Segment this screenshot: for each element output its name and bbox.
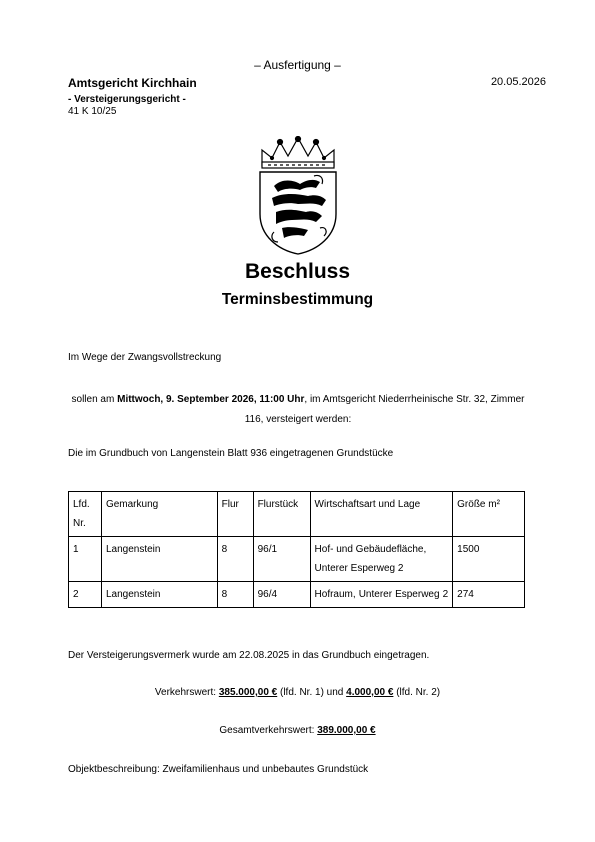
- table-cell: Hofraum, Unterer Esperweg 2: [310, 582, 453, 608]
- total-value-label: Gesamtverkehrswert:: [219, 725, 315, 736]
- intro-text: Im Wege der Zwangsvollstreckung: [68, 352, 222, 363]
- document-subtitle: Terminsbestimmung: [221, 291, 374, 308]
- table-cell: 8: [217, 582, 253, 608]
- table-row: [69, 582, 525, 608]
- table-header: Gemarkung: [101, 492, 217, 537]
- table-cell: 96/4: [253, 582, 310, 608]
- market-value-amount-2: 4.000,00 €: [346, 687, 394, 698]
- table-header-row: [69, 492, 525, 537]
- table-header: Flur: [217, 492, 253, 537]
- market-value-ref-2: (lfd. Nr. 2): [396, 687, 441, 698]
- court-name: Amtsgericht Kirchhain: [68, 76, 197, 90]
- table-header: Lfd. Nr.: [69, 492, 102, 537]
- table-header: Größe m²: [453, 492, 525, 537]
- market-value-line: [0, 687, 595, 698]
- object-description: Objektbeschreibung: Zweifamilienhaus und unbebautes Grundstück: [68, 764, 369, 775]
- total-value-line: [0, 725, 595, 736]
- table-cell: 1500: [453, 537, 525, 582]
- session-text: [68, 390, 528, 430]
- table-cell: 1: [69, 537, 102, 582]
- property-table: [68, 491, 525, 608]
- table-cell: 8: [217, 537, 253, 582]
- total-value-amount: 389.000,00 €: [317, 725, 376, 736]
- table-cell: 274: [453, 582, 525, 608]
- file-number: 41 K 10/25: [68, 106, 117, 117]
- table-cell: Langenstein: [101, 582, 217, 608]
- table-cell: 2: [69, 582, 102, 608]
- table-row: [69, 537, 525, 582]
- session-datetime: Mittwoch, 9. September 2026, 11:00 Uhr: [117, 394, 305, 405]
- table-cell: 96/1: [253, 537, 310, 582]
- copy-mark: – Ausfertigung –: [254, 58, 341, 72]
- session-suffix: , im Amtsgericht Niederrheinische Str. 32, Zimmer 116, versteigert werden:: [244, 394, 525, 425]
- market-value-label: Verkehrswert:: [154, 687, 217, 698]
- court-department: - Versteigerungsgericht -: [68, 94, 186, 105]
- document-title: Beschluss: [244, 260, 351, 283]
- table-cell: Langenstein: [101, 537, 217, 582]
- market-value-amount-1: 385.000,00 €: [218, 687, 278, 698]
- market-value-ref-1: (lfd. Nr. 1) und: [280, 687, 344, 698]
- coat-of-arms-icon: [254, 136, 342, 256]
- session-prefix: sollen am: [71, 394, 115, 405]
- table-header: Flurstück: [253, 492, 310, 537]
- document-date: 20.05.2026: [490, 76, 546, 88]
- table-header: Wirtschaftsart und Lage: [310, 492, 453, 537]
- land-register-text: Die im Grundbuch von Langenstein Blatt 936 eingetragenen Grundstücke: [68, 448, 394, 459]
- record-text: Der Versteigerungsvermerk wurde am 22.08.2025 in das Grundbuch eingetragen.: [68, 650, 430, 661]
- table-cell: Hof- und Gebäudefläche, Unterer Esperweg 2: [310, 537, 453, 582]
